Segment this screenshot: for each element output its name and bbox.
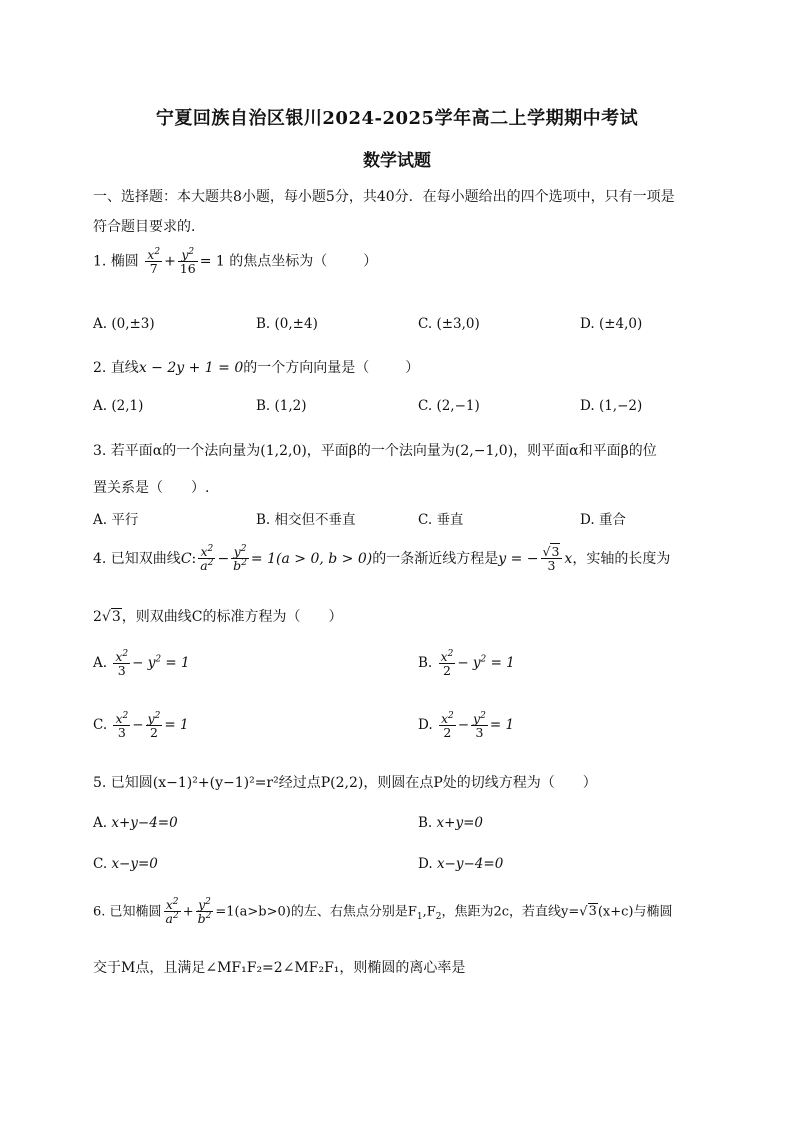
option-b[interactable]: B. (1,2) (256, 398, 307, 414)
formula-fraction: $\frac{x^2}{7}$ (147, 247, 161, 277)
option-d[interactable]: D. x−y−4=0 (418, 856, 504, 872)
question-3-line2: 置关系是（ ）. (93, 480, 210, 496)
option-a[interactable]: A. (0,±3) (93, 316, 155, 332)
option-b[interactable]: B. 相交但不垂直 (256, 512, 356, 528)
page-subtitle: 数学试题 (363, 151, 431, 171)
option-a[interactable]: A. x+y−4=0 (93, 815, 178, 831)
formula-fraction: $\frac{x^2}{a^2}$ (200, 544, 214, 574)
formula-fraction: $\frac{y^2}{b^2}$ (233, 544, 247, 574)
option-d[interactable]: D. $\frac{x^2}{2}$ − $\frac{y^2}{3}$ = 1 (418, 711, 515, 741)
formula-fraction: $\frac{x^2}{a^2}$ (165, 897, 179, 927)
section-instructions-line1: 一、选择题：本大题共8小题，每小题5分，共40分．在每小题给出的四个选项中，只有一项是 (93, 189, 675, 205)
question-4-line2: 2√3，则双曲线C的标准方程为（ ） (93, 609, 343, 625)
option-a[interactable]: A. $\frac{x^2}{3}$ − $y^2 = 1$ (93, 649, 190, 679)
option-b[interactable]: B. (0,±4) (256, 316, 318, 332)
question-text: 的焦点坐标为（ (229, 253, 328, 270)
formula-fraction: $\frac{y^2}{b^2}$ (197, 897, 212, 927)
option-a[interactable]: A. 平行 (93, 512, 139, 528)
formula-fraction: $\frac{√3}{3}$ (541, 545, 563, 572)
option-b[interactable]: B. x+y=0 (418, 815, 483, 831)
option-c[interactable]: C. 垂直 (418, 512, 464, 528)
question-5: 5. 已知圆(x−1)²+(y−1)²=r²经过点P(2,2)，则圆在点P处的切线方程为（ ） (93, 775, 597, 791)
question-1: 1. 椭圆 $\frac{x^2}{7}$ + $\frac{y^2}{16}$ = 1 的焦点坐标为（ ） (93, 247, 378, 277)
section-instructions-line2: 符合题目要求的． (93, 219, 205, 235)
option-c[interactable]: C. (2,−1) (418, 398, 480, 414)
option-c[interactable]: C. x−y=0 (93, 856, 158, 872)
option-b[interactable]: B. $\frac{x^2}{2}$ − $y^2 = 1$ (418, 649, 515, 679)
question-3-line1: 3. 若平面α的一个法向量为(1,2,0)，平面β的一个法向量为(2,−1,0)，则平面α和平面β的位 (93, 443, 657, 459)
question-text: 椭圆 (110, 253, 139, 270)
option-d[interactable]: D. (1,−2) (580, 398, 643, 414)
question-4-line1: 4. 已知双曲线C: $\frac{x^2}{a^2}$ − $\frac{y^2}{b^2}$ = 1(a > 0, b > 0)的一条渐近线方程是y = − $\frac{√3}{3}$ x，实轴的长度为 (93, 544, 671, 574)
formula-fraction: $\frac{y^2}{16}$ (179, 247, 196, 277)
question-6-line1: 6. 已知椭圆 $\frac{x^2}{a^2}$ + $\frac{y^2}{b^2}$ =1(a>b>0)的左、右焦点分别是$F_1,F_2$，焦距为2c，若直线y=√3(x+c)与椭圆 (93, 897, 673, 927)
question-number: 1. (93, 253, 107, 270)
equation: x − 2y + 1 = 0 (138, 360, 244, 376)
question-2: 2. 直线x − 2y + 1 = 0的一个方向向量是（ ） (93, 360, 420, 376)
option-c[interactable]: C. (±3,0) (418, 316, 480, 332)
page-title: 宁夏回族自治区银川2024-2025学年高二上学期期中考试 (155, 108, 639, 129)
option-c[interactable]: C. $\frac{x^2}{3}$ − $\frac{y^2}{2}$ = 1 (93, 711, 189, 741)
option-d[interactable]: D. 重合 (580, 512, 626, 528)
option-d[interactable]: D. (±4,0) (580, 316, 643, 332)
question-6-line2: 交于M点，且满足∠MF₁F₂=2∠MF₂F₁，则椭圆的离心率是 (93, 960, 466, 976)
option-a[interactable]: A. (2,1) (93, 398, 144, 414)
